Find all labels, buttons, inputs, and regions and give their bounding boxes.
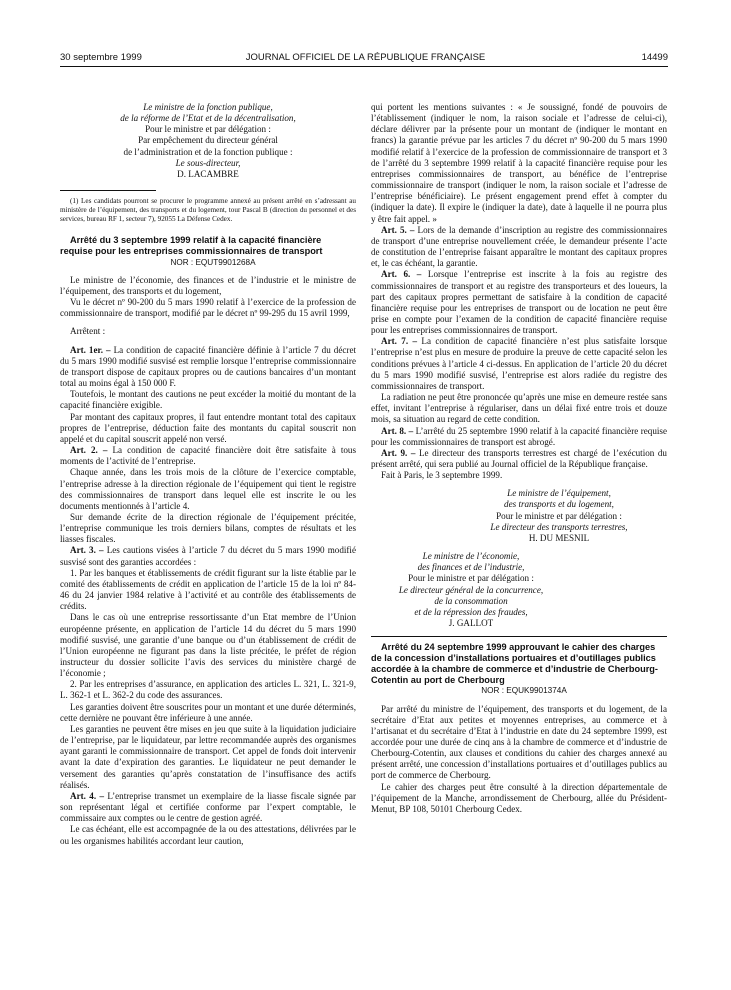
sig-line: Pour le ministre et par délégation : [496, 510, 622, 521]
paragraph: Par montant des capitaux propres, il faut entendre montant total des capitaux propres de l’entreprise, déduction faite des montants du capital souscrit non appelé et du capital souscrit appelé non versé. [60, 411, 356, 444]
sig-line: Le ministre de l’équipement, [507, 488, 611, 499]
article-8: Art. 8. – L’arrêté du 25 septembre 1990 relatif à la capacité financière requise pour les commissionnaires de transport est abrogé. [371, 425, 667, 447]
paragraph: Le cas échéant, elle est accompagnée de la ou des attestations, délivrées par le ou les organismes habilités accordant leur caution, [60, 824, 356, 846]
sig-line: Le ministre de l’économie, [422, 551, 520, 562]
nor-reference: NOR : EQUK9901374A [481, 686, 567, 696]
header-date: 30 septembre 1999 [60, 52, 142, 63]
article-label: Art. 4. – [70, 790, 105, 801]
paragraph: Par arrêté du ministre de l’équipement, des transports et du logement, de la secrétaire d’Etat aux petites et moyennes entreprises, au commerce et à l’artisanat et du secrétaire d’Etat à l’industrie en date du 24 septembre 1999, est accordée pour une durée de cinq ans à la chambre de commerce et d’industrie de Cherbourg-Cotentin, aux clauses et conditions du cahier des charges annexé au présent arrêté, une concession d’installations portuaires et d’outillages publics au port de commerce de Cherbourg. [371, 703, 667, 781]
paragraph: Toutefois, le montant des cautions ne peut excéder la moitié du montant de la capacité financière exigible. [60, 389, 356, 411]
sig-line: Par empêchement du directeur général [138, 135, 278, 146]
sig-line: de la réforme de l’Etat et de la décentralisation, [120, 113, 296, 124]
sig-line: Le directeur des transports terrestres, [490, 521, 628, 532]
signature-economie [371, 551, 571, 629]
footnote-rule [60, 190, 156, 191]
header-journal-title: JOURNAL OFFICIEL DE LA RÉPUBLIQUE FRANÇAISE [245, 52, 486, 63]
article-6: Art. 6. – Lorsque l’entreprise est inscrite à la fois au registre des commissionnaires de transport et au registre des transporteurs et des loueurs, la part des capitaux propres permettant de satisfaire à la condition de capacité financière requise pour les entreprises de transport ou de location ne peut être prise en compte pour l’examen de la condition de capacité financière requise pour les entreprises commissionnaires de transport. [371, 269, 667, 336]
footnote: (1) Les candidats pourront se procurer le programme annexé au présent arrêté en s’adressant au ministère de l’équipement, des transports et du logement, tour Pascal B (direction du personnel et des services, bureau RF 1, secteur 7), 92055 La Défense Cedex. [60, 197, 356, 224]
paragraph: La radiation ne peut être prononcée qu’après une mise en demeure restée sans effet, invitant l’entreprise à régulariser, dans un délai fixé entre trois et douze mois, sa situation au regard de cette condition. [371, 392, 667, 425]
signature-fonction-publique [60, 102, 356, 180]
paragraph: 1. Par les banques et établissements de crédit figurant sur la liste établie par le comité des établissements de crédit en application de l’article 15 de la loi nº 84-46 du 24 janvier 1984 relative à l’activité et au contrôle des établissements de crédits. [60, 567, 356, 612]
article-7: Art. 7. – La condition de capacité financière n’est plus satisfaite lorsque l’entreprise n’est plus en mesure de produire la preuve de cette capacité selon les conditions prévues à l’article 4 ci-dessus. En application de l’article 20 du décret du 5 mars 1990 modifié susvisé, l’entreprise est alors radiée du registre des commissionnaires de transport. [371, 336, 667, 391]
sig-line: Pour le ministre et par délégation : [145, 124, 271, 135]
article-label: Art. 9. – [381, 447, 416, 458]
arretent: Arrêtent : [70, 326, 106, 337]
paragraph: 2. Par les entreprises d’assurance, en application des articles L. 321, L. 321-9, L. 362-1 et L. 362-2 du code des assurances. [60, 679, 356, 701]
section-divider [371, 636, 667, 637]
sig-line: et de la répression des fraudes, [414, 606, 528, 617]
sig-line: Le ministre de la fonction publique, [143, 102, 273, 112]
paragraph: Le cahier des charges peut être consulté à la direction départementale de l’équipement de la Manche, arrondissement de Cherbourg, allée du Président-Menut, BP 108, 50101 Cherbourg Cedex. [371, 781, 667, 814]
article-label: Art. 6. – [381, 269, 422, 280]
sig-line: des transports et du logement, [504, 499, 614, 510]
paragraph: Chaque année, dans les trois mois de la clôture de l’exercice comptable, l’entreprise adresse à la direction régionale de l’équipement qui tient le registre des commissionnaires de transport dans lequel elle est inscrite le ou les documents mentionnés à l’article 4. [60, 467, 356, 511]
sig-name: J. GALLOT [448, 618, 494, 629]
sig-line: de l’administration et de la fonction publique : [123, 146, 293, 157]
article-label: Art. 5. – [381, 224, 415, 235]
article-4: Art. 4. – L’entreprise transmet un exemplaire de la liasse fiscale signée par son représentant légal et certifiée conforme par l’expert comptable, le commissaire aux comptes ou le centre de gestion agréé. [60, 790, 356, 824]
nor-reference: NOR : EQUT9901268A [170, 257, 256, 267]
paragraph: Les garanties doivent être souscrites pour un montant et une durée déterminés, cette dernière ne pouvant être inférieure à une année. [60, 701, 356, 723]
article-label: Art. 2. – [70, 445, 108, 456]
left-column [60, 102, 356, 847]
paragraph: Vu le décret nº 90-200 du 5 mars 1990 relatif à l’exercice de la profession de commissionnaire de transport, modifié par le décret nº 99-295 du 15 avril 1999, [60, 297, 356, 319]
sig-line: Pour le ministre et par délégation : [408, 573, 534, 584]
header-page-number: 14499 [641, 52, 668, 63]
signing-place-date: Fait à Paris, le 3 septembre 1999. [381, 470, 503, 481]
sig-name: H. DU MESNIL [528, 532, 590, 543]
header-rule [60, 66, 668, 67]
decree-title: Arrêté du 3 septembre 1999 relatif à la capacité financière requise pour les entreprises commissionnaires de transport [60, 235, 323, 256]
article-label: Art. 8. – [381, 425, 414, 436]
paragraph: qui portent les mentions suivantes : « Je soussigné, fondé de pouvoirs de l’établissement (indiquer le nom, la raison sociale et l’adresse de celui-ci), déclare délivrer par la présente pour un montant de (indiquer le montant en francs) la garantie prévue par les articles 7 du décret nº 90-200 du 5 mars 1990 modifié relatif à l’exercice de la profession de commissionnaire de transport et 3 de l’arrêté du 3 septembre 1999 relatif à la capacité financière requise pour les entreprises commissionnaires de transport, au bénéfice de l’entreprise commissionnaire de transport (indiquer le nom, la raison sociale et l’adresse de l’entreprise bénéficiaire). Le présent engagement prend effet à compter du (indiquer la date). Il expire le (indiquer la date), date à laquelle il ne pourra plus y être fait appel. » [371, 102, 667, 224]
paragraph: Les garanties ne peuvent être mises en jeu que suite à la liquidation judiciaire de l’entreprise, par le liquidateur, par lettre recommandée auprès des organismes ayant garanti le commissionnaire de transport. Cet appel de fonds doit intervenir avant la date d’expiration des garanties. Le liquidateur ne peut demander le versement des garanties qu’après constatation de l’insuffisance des actifs réalisés. [60, 723, 356, 790]
right-column [371, 102, 667, 815]
sig-line: des finances et de l’industrie, [417, 562, 525, 573]
sig-line: Le sous-directeur, [175, 157, 241, 168]
decree-title: Arrêté du 24 septembre 1999 approuvant le cahier des charges de la concession d’installations portuaires et d’outillages publics accordée à la chambre de commerce et d’industrie de Cherbourg-Cotentin au port de Cherbourg [371, 642, 658, 685]
article-5: Art. 5. – Lors de la demande d’inscription au registre des commissionnaires de transport d’une entreprise nouvellement créée, le demandeur présente l’acte de constitution de l’entreprise faisant apparaître le montant des capitaux propres et, le cas échéant, la garantie. [371, 224, 667, 269]
article-2: Art. 2. – La condition de capacité financière doit être satisfaite à tous moments de l’activité de l’entreprise. [60, 445, 357, 467]
article-1: Art. 1er. – La condition de capacité financière définie à l’article 7 du décret du 5 mars 1990 modifié susvisé est remplie lorsque l’entreprise commissionnaire de transport dispose de capitaux propres ou de cautions bancaires d’un montant total au moins égal à 150 000 F. [60, 344, 357, 389]
paragraph: Dans le cas où une entreprise ressortissante d’un Etat membre de l’Union européenne présente, en application de l’article 14 du décret du 5 mars 1990 modifié susvisé, une garantie d’une banque ou d’un établissement de crédit de l’Union européenne ne figurant pas dans la liste précitée, le préfet de région instructeur du dossier sollicite l’avis des services du ministère chargé de l’économie ; [60, 612, 356, 679]
article-3: Art. 3. – Les cautions visées à l’article 7 du décret du 5 mars 1990 modifié susvisé sont des garanties accordées : [60, 545, 356, 567]
sig-line: de la consommation [434, 595, 508, 606]
article-label: Art. 1er. – [70, 344, 111, 355]
paragraph: Le ministre de l’économie, des finances et de l’industrie et le ministre de l’équipement, des transports et du logement, [60, 274, 356, 296]
article-9: Art. 9. – Le directeur des transports terrestres est chargé de l’exécution du présent arrêté, qui sera publié au Journal officiel de la République française. [371, 447, 667, 469]
sig-name: D. LACAMBRE [177, 168, 239, 179]
signature-equipement [371, 488, 667, 544]
sig-line: Le directeur général de la concurrence, [398, 584, 544, 595]
paragraph: Sur demande écrite de la direction régionale de l’équipement précitée, l’entreprise communique les trois derniers bilans, comptes de résultats et les liasses fiscales. [60, 511, 356, 545]
article-label: Art. 7. – [381, 336, 418, 347]
article-label: Art. 3. – [70, 545, 104, 556]
